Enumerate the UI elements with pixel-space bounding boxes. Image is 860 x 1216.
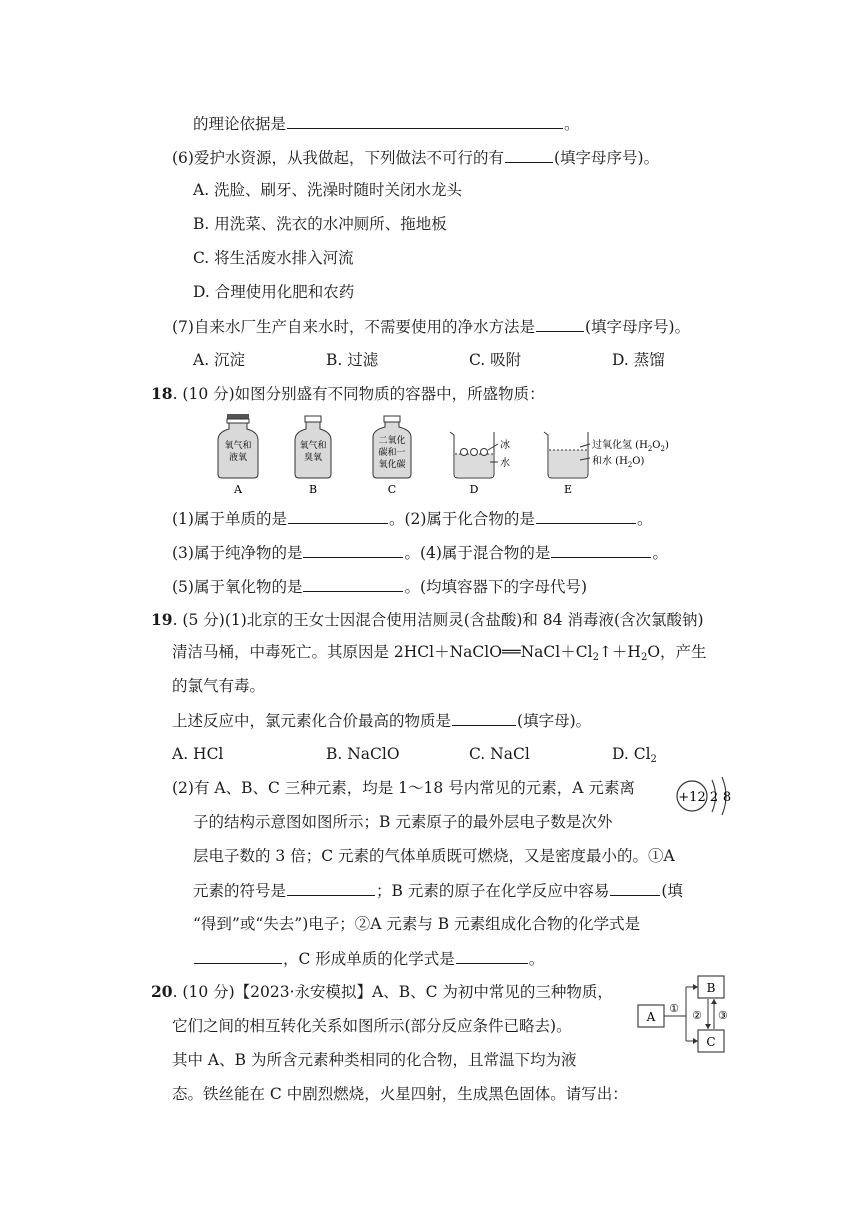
reaction-3: ③ — [718, 1009, 728, 1022]
container-c-line3: 氧化碳 — [378, 460, 406, 470]
container-c-line2: 碳和一 — [378, 448, 406, 458]
answer-blank[interactable] — [456, 948, 528, 964]
question-number: 19 — [151, 610, 173, 629]
container-a-label: A — [234, 483, 242, 496]
q19-option-a: A. HCl — [172, 745, 224, 763]
answer-blank[interactable] — [505, 147, 553, 163]
container-b-line1: 氧气和 — [299, 441, 327, 451]
container-a-line1: 氧气和 — [224, 441, 252, 451]
container-b-label: B — [308, 483, 318, 496]
q17-p6-option-b: B. 用洗菜、洗衣的水冲厕所、拖地板 — [193, 215, 447, 233]
q17-p6-option-d: D. 合理使用化肥和农药 — [193, 283, 355, 301]
shell-2-electrons: 8 — [722, 790, 732, 805]
q18-part3-4: (3)属于纯净物的是 。(4)属于混合物的是 。 — [172, 544, 668, 562]
q19-p2-line2: 子的结构示意图如图所示；B 元素原子的最外层电子数是次外 — [193, 813, 613, 831]
answer-blank[interactable] — [452, 710, 516, 726]
container-b-bottle-icon — [295, 416, 331, 496]
basis-text: 的理论依据是 — [193, 115, 287, 133]
q20-line1: 20. (10 分)【2023·永安模拟】A、B、C 为初中常见的三种物质， — [151, 982, 613, 1001]
q19-line1: 19. (5 分)(1)北京的王女士因混合使用洁厕灵(含盐酸)和 84 消毒液(含次氯酸钠) — [151, 610, 704, 629]
container-d-beaker-icon — [450, 432, 510, 496]
q17-p6-option-c: C. 将生活废水排入河流 — [193, 249, 354, 267]
q17-p7-option-d: D. 蒸馏 — [612, 351, 665, 369]
q19-option-b: B. NaClO — [326, 745, 400, 763]
container-a-bottle-icon — [218, 414, 258, 496]
q19-option-c: C. NaCl — [469, 745, 530, 763]
q18-part1-2: (1)属于单质的是 。(2)属于化合物的是 。 — [172, 510, 653, 528]
q19-option-d: D. $Cl_2$ — [612, 745, 657, 765]
box-a-label: A — [646, 1010, 656, 1024]
ion-structure-diagram — [670, 772, 738, 820]
q19-line4: 上述反应中，氯元素化合价最高的物质是 (填字母)。 — [172, 712, 592, 730]
question-number: 18 — [151, 384, 173, 403]
container-a-line2: 液氧 — [228, 453, 248, 463]
container-d-label: D — [469, 483, 479, 496]
q19-p2-line3: 层电子数的 3 倍；C 元素的气体单质既可燃烧，又是密度最小的。①A — [193, 847, 675, 865]
container-e-line2-a: 和水 $(H_2O)$ — [592, 456, 645, 469]
answer-blank[interactable] — [536, 316, 584, 332]
question-number: 20 — [151, 982, 173, 1001]
box-c-label: C — [706, 1035, 716, 1049]
container-c-line1: 二氧化 — [378, 436, 406, 446]
reaction-2: ② — [692, 1009, 702, 1022]
q19-line2: 清洁马桶，中毒死亡。其原因是 $2HCl+NaClO══NaCl+Cl_2↑+H_2O$，产生 — [172, 643, 707, 663]
answer-blank[interactable] — [194, 948, 282, 964]
q20-line4: 态。铁丝能在 C 中剧烈燃烧，火星四射，生成黑色固体。请写出： — [172, 1085, 628, 1103]
answer-blank[interactable] — [303, 542, 403, 558]
container-d-line1: 冰 — [500, 440, 510, 451]
containers-figure — [212, 412, 672, 496]
box-b-label: B — [706, 981, 716, 995]
q17-p7-option-a: A. 沉淀 — [193, 351, 246, 369]
answer-blank[interactable] — [536, 508, 636, 524]
q17-p6-option-a: A. 洗脸、刷牙、洗澡时随时关闭水龙头 — [193, 181, 463, 199]
container-b-line2: 臭氧 — [303, 453, 323, 463]
q18-part5: (5)属于氧化物的是 。(均填容器下的字母代号) — [172, 578, 588, 596]
q17-part7-stem: (7)自来水厂生产自来水时，不需要使用的净水方法是 (填字母序号)。 — [172, 318, 691, 336]
answer-blank[interactable] — [303, 576, 403, 592]
q17-p7-option-c: C. 吸附 — [469, 351, 522, 369]
q19-line3: 的氯气有毒。 — [172, 677, 266, 695]
period: 。 — [564, 115, 580, 133]
q19-p2-line5: “得到”或“失去”)电子；②A 元素与 B 元素组成化合物的化学式是 — [193, 915, 641, 933]
container-d-line2: 水 — [500, 458, 510, 469]
reaction-1: ① — [669, 1002, 679, 1015]
answer-blank[interactable] — [287, 880, 375, 896]
container-e-beaker-icon — [544, 432, 669, 496]
q19-p2-line1: (2)有 A、B、C 三种元素，均是 1～18 号内常见的元素，A 元素离 — [172, 779, 635, 797]
q19-p2-line4: 元素的符号是 ；B 元素的原子在化学反应中容易 (填 — [193, 882, 683, 900]
q20-line2: 它们之间的相互转化关系如图所示(部分反应条件已略去)。 — [172, 1017, 572, 1035]
container-e-label: E — [563, 483, 573, 496]
q17-part6-stem: (6)爱护水资源，从我做起，下列做法不可行的有 (填字母序号)。 — [172, 149, 660, 167]
container-e-line1-a: 过氧化氢 $(H_2O_2)$ — [592, 440, 669, 453]
nucleus-charge: +12 — [678, 790, 706, 805]
answer-blank[interactable] — [551, 542, 651, 558]
shell-1-electrons: 2 — [709, 790, 719, 805]
q18-stem: 18. (10 分)如图分别盛有不同物质的容器中，所盛物质： — [151, 384, 545, 403]
container-c-label: C — [387, 483, 397, 496]
answer-blank[interactable] — [288, 508, 388, 524]
answer-blank[interactable] — [610, 880, 660, 896]
q17-basis-line — [193, 113, 580, 134]
q17-p7-option-b: B. 过滤 — [326, 351, 379, 369]
q19-p2-line6: ，C 形成单质的化学式是 。 — [193, 948, 544, 969]
q20-line3: 其中 A、B 为所含元素种类相同的化合物，且常温下均为液 — [172, 1051, 577, 1069]
conversion-diagram — [636, 972, 746, 1056]
container-c-bottle-icon — [373, 416, 411, 496]
answer-blank[interactable] — [287, 113, 563, 129]
